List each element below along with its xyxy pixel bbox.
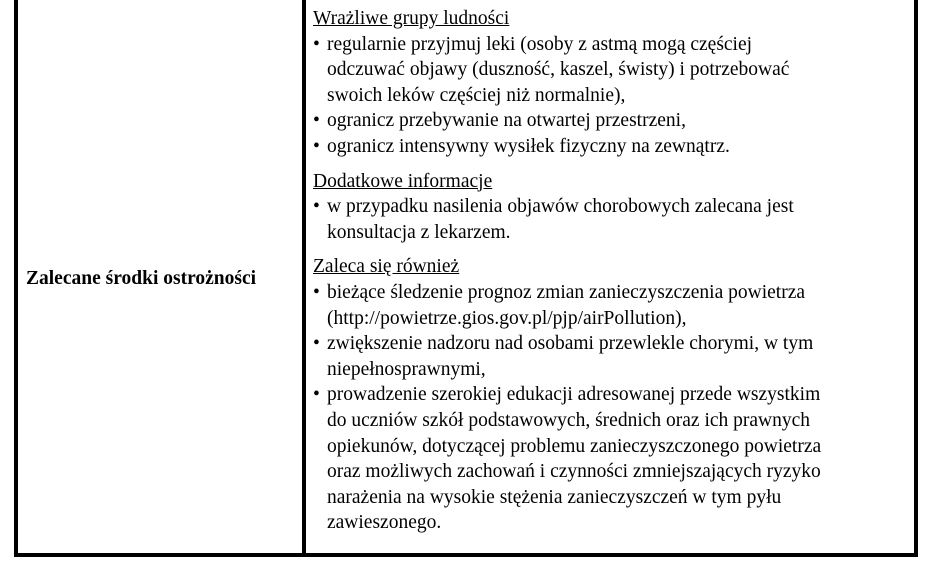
content-cell — [306, 0, 914, 553]
bullet-list — [313, 280, 914, 536]
list-item — [313, 134, 914, 160]
list-item-line: zawieszonego. — [327, 512, 442, 534]
row-label-cell — [18, 0, 306, 553]
section-heading: Dodatkowe informacje — [313, 170, 493, 192]
list-item — [313, 331, 914, 382]
section-1 — [313, 6, 914, 160]
section-heading: Wrażliwe grupy ludności — [313, 8, 510, 29]
list-item-line: niepełnosprawnymi, — [327, 358, 486, 380]
list-item-line: • prowadzenie szerokiej edukacji adresowanej przede wszystkim — [327, 384, 821, 406]
bullet-list — [313, 32, 914, 160]
list-item-line: opiekunów, dotyczącej problemu zanieczyszczonego powietrza — [327, 435, 822, 457]
bullet-list — [313, 194, 914, 245]
list-item-line: • ogranicz intensywny wysiłek fizyczny na zewnątrz. — [327, 135, 730, 157]
section-2 — [313, 169, 914, 246]
list-item-line: konsultacja z lekarzem. — [327, 221, 511, 243]
list-item — [313, 194, 914, 245]
list-item-line: odczuwać objawy (duszność, kaszel, świsty) i potrzebować — [327, 59, 790, 81]
list-item-line: • bieżące śledzenie prognoz zmian zanieczyszczenia powietrza — [327, 281, 806, 303]
precautions-table — [14, 0, 918, 557]
list-item-line: • zwiększenie nadzoru nad osobami przewlekle chorymi, w tym — [327, 333, 814, 355]
list-item-line: narażenia na wysokie stężenia zanieczyszczeń w tym pyłu — [327, 486, 782, 508]
section-3 — [313, 254, 914, 536]
list-item-line: do uczniów szkół podstawowych, średnich oraz ich prawnych — [327, 409, 811, 431]
list-item-line: (http://powietrze.gios.gov.pl/pjp/airPollution), — [327, 307, 687, 329]
list-item-line: • w przypadku nasilenia objawów chorobowych zalecana jest — [327, 196, 794, 218]
list-item-line: • ogranicz przebywanie na otwartej przestrzeni, — [327, 110, 686, 132]
row-label: Zalecane środki ostrożności — [26, 267, 257, 289]
list-item-line: oraz możliwych zachowań i czynności zmniejszających ryzyko — [327, 461, 821, 483]
list-item-line: swoich leków częściej niż normalnie), — [327, 84, 626, 106]
section-heading: Zaleca się również — [313, 256, 460, 278]
list-item — [313, 382, 914, 536]
list-item-line: • regularnie przyjmuj leki (osoby z astmą mogą częściej — [327, 33, 753, 55]
list-item — [313, 32, 914, 109]
list-item — [313, 108, 914, 134]
list-item — [313, 280, 914, 331]
